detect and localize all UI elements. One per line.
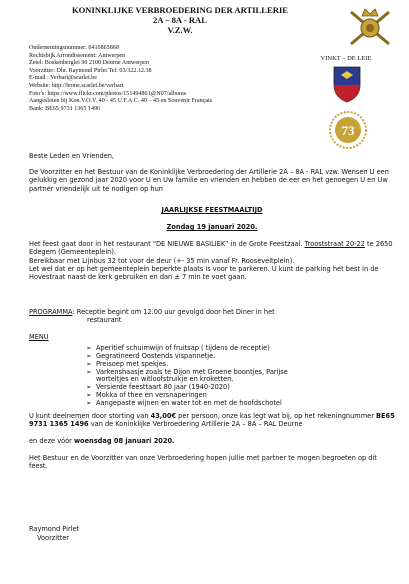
payment-amount: 43,00€ — [150, 412, 177, 420]
event-date: Zondag 19 januari 2020. — [166, 223, 258, 231]
venue-text-end: te 2650 Edegem (Gemeenteplein). — [29, 240, 393, 257]
org-units: 2A – 8A - RAL — [153, 15, 207, 25]
info-line: Zetel: Boskenberglei 90 2100 Deurne Antwerpen — [29, 60, 149, 67]
menu-label: MENU — [29, 333, 49, 341]
payment-paragraph: U kunt deelnemen door storting van 43,00€ per persoon, onze kas legt wat bij, op het rekeningnummer BE65 9731 1365 1496 van de Koninklijke Verbroedering Artillerie 2A – 8A – RAL Deurne — [29, 412, 395, 429]
medal-number: 73 — [341, 123, 355, 138]
menu-item: ➢ Varkenshaasje zoals te Dijon met Groene boontjes, Parijse — [86, 367, 288, 376]
info-line: Foto’s: https://www.flickr.com/photos/151494861@N07/albums — [29, 90, 187, 97]
menu-item: ➢ Aangepaste wijnen en water tot en met de hoofdschotel — [86, 398, 282, 407]
bullet-icon: ➢ — [86, 359, 92, 368]
deadline-date: woensdag 08 januari 2020. — [73, 437, 175, 445]
bullet-icon: ➢ — [86, 391, 92, 400]
info-line: Aangesloten bij Kon.V.O.V. 40 - 45 U.F.A.C. 40 – 45 en Souvenir Français — [29, 98, 213, 105]
menu-item: ➢ Gegratineerd Oostends vispannetje. — [86, 351, 216, 360]
signature-title: Voorzitter — [37, 534, 70, 542]
org-name: KONINKLIJKE VERBROEDERING DER ARTILLERIE — [71, 5, 289, 15]
program-text: : Receptie begint om 12.00 uur gevolgd door het Diner in het — [72, 308, 275, 316]
menu-item: ➢ Aperitief schuimwijn of fruitsap ( tijdens de receptie) — [86, 344, 270, 352]
venue-address: Trooststraat 20-22 — [304, 240, 365, 248]
greeting: Beste Leden en Vrienden, — [29, 152, 115, 160]
info-line: Voorzitter: Dhr. Raymond Pirlet Tel: 03/322.12.38 — [29, 67, 152, 74]
bullet-icon: ➢ — [86, 383, 92, 392]
menu-item: ➢ Versierde feesttaart 80 jaar (1940-2020) — [86, 383, 230, 392]
bullet-icon: ➢ — [86, 367, 92, 376]
anniversary-medal — [328, 108, 368, 152]
intro-paragraph: De Voorzitter en het Bestuur van de Koninklijke Verbroedering der Artillerie 2A – 8A - RAL vzw. Wensen U een gelukkig en gezond jaar 2020 voor U en Uw familie en vrienden en hebben de eer en het genoegen U en Uw partner vriendelijk uit te nodigen op hun — [29, 168, 389, 193]
artillery-crest-logo — [345, 4, 395, 50]
venue-paragraph — [29, 240, 395, 257]
signature-name: Raymond Pirlet — [29, 525, 80, 533]
event-title: JAARLIJKSE FEESTMAALTIJD — [161, 206, 263, 214]
bullet-icon: ➢ — [86, 398, 92, 407]
bank-account: BE65 9731 1365 1496 — [29, 412, 395, 429]
bullet-icon: ➢ — [86, 344, 92, 352]
info-line: Bank: BE65 9731 1365 1496 — [29, 105, 101, 112]
program-label: PROGRAMMA — [29, 308, 73, 316]
menu-list — [86, 345, 288, 408]
organization-title — [0, 5, 360, 35]
info-line: Website: http://home.scarlet.be/verbart — [29, 82, 124, 89]
transport-info: Bereikbaar met Lijnbus 32 tot voor de deur (+- 35 min vanaf Fr. Rooseveltplein). — [29, 257, 295, 265]
parking-info: Let wel dat er op het gemeenteplein beperkte plaats is voor te parkeren. U kunt de parking het best in de Hovestraat naast de kerk gebruiken en dan ± 7 min te voet gaan. — [29, 265, 379, 282]
closing-paragraph: Het Bestuur en de Voorzitter van onze Verbroedering hopen jullie met partner te mogen begroeten op dit feest. — [29, 454, 377, 471]
emblem-label: VINKT – DE LEIE — [320, 55, 372, 62]
menu-item: ➢ Preisoep met spekjes. — [86, 359, 169, 368]
menu-item: ➢ Mokka of thee en versnaperingen — [86, 391, 207, 400]
organization-info — [29, 45, 299, 113]
org-legal-form: V.Z.W. — [167, 25, 193, 35]
menu-item-continuation: worteltjes en witloofstruikje en kroketten. — [96, 375, 234, 384]
deadline-line: en deze vóór woensdag 08 januari 2020. — [29, 437, 175, 445]
info-line: Rechtsbijk Arrondissement: Antwerpen — [29, 52, 126, 59]
info-line: E-mail : Verbart@scarlet.be — [29, 75, 97, 82]
venue-text: Het feest gaat door in het restaurant “DE NIEUWE BASILIEK” in de Grote Feestzaal. — [29, 240, 305, 248]
program-continuation: restaurant — [87, 316, 122, 324]
bullet-icon: ➢ — [86, 351, 92, 360]
info-line: Ondernemingsnummer: 0410865868 — [29, 45, 119, 51]
shield-emblem — [332, 65, 362, 103]
